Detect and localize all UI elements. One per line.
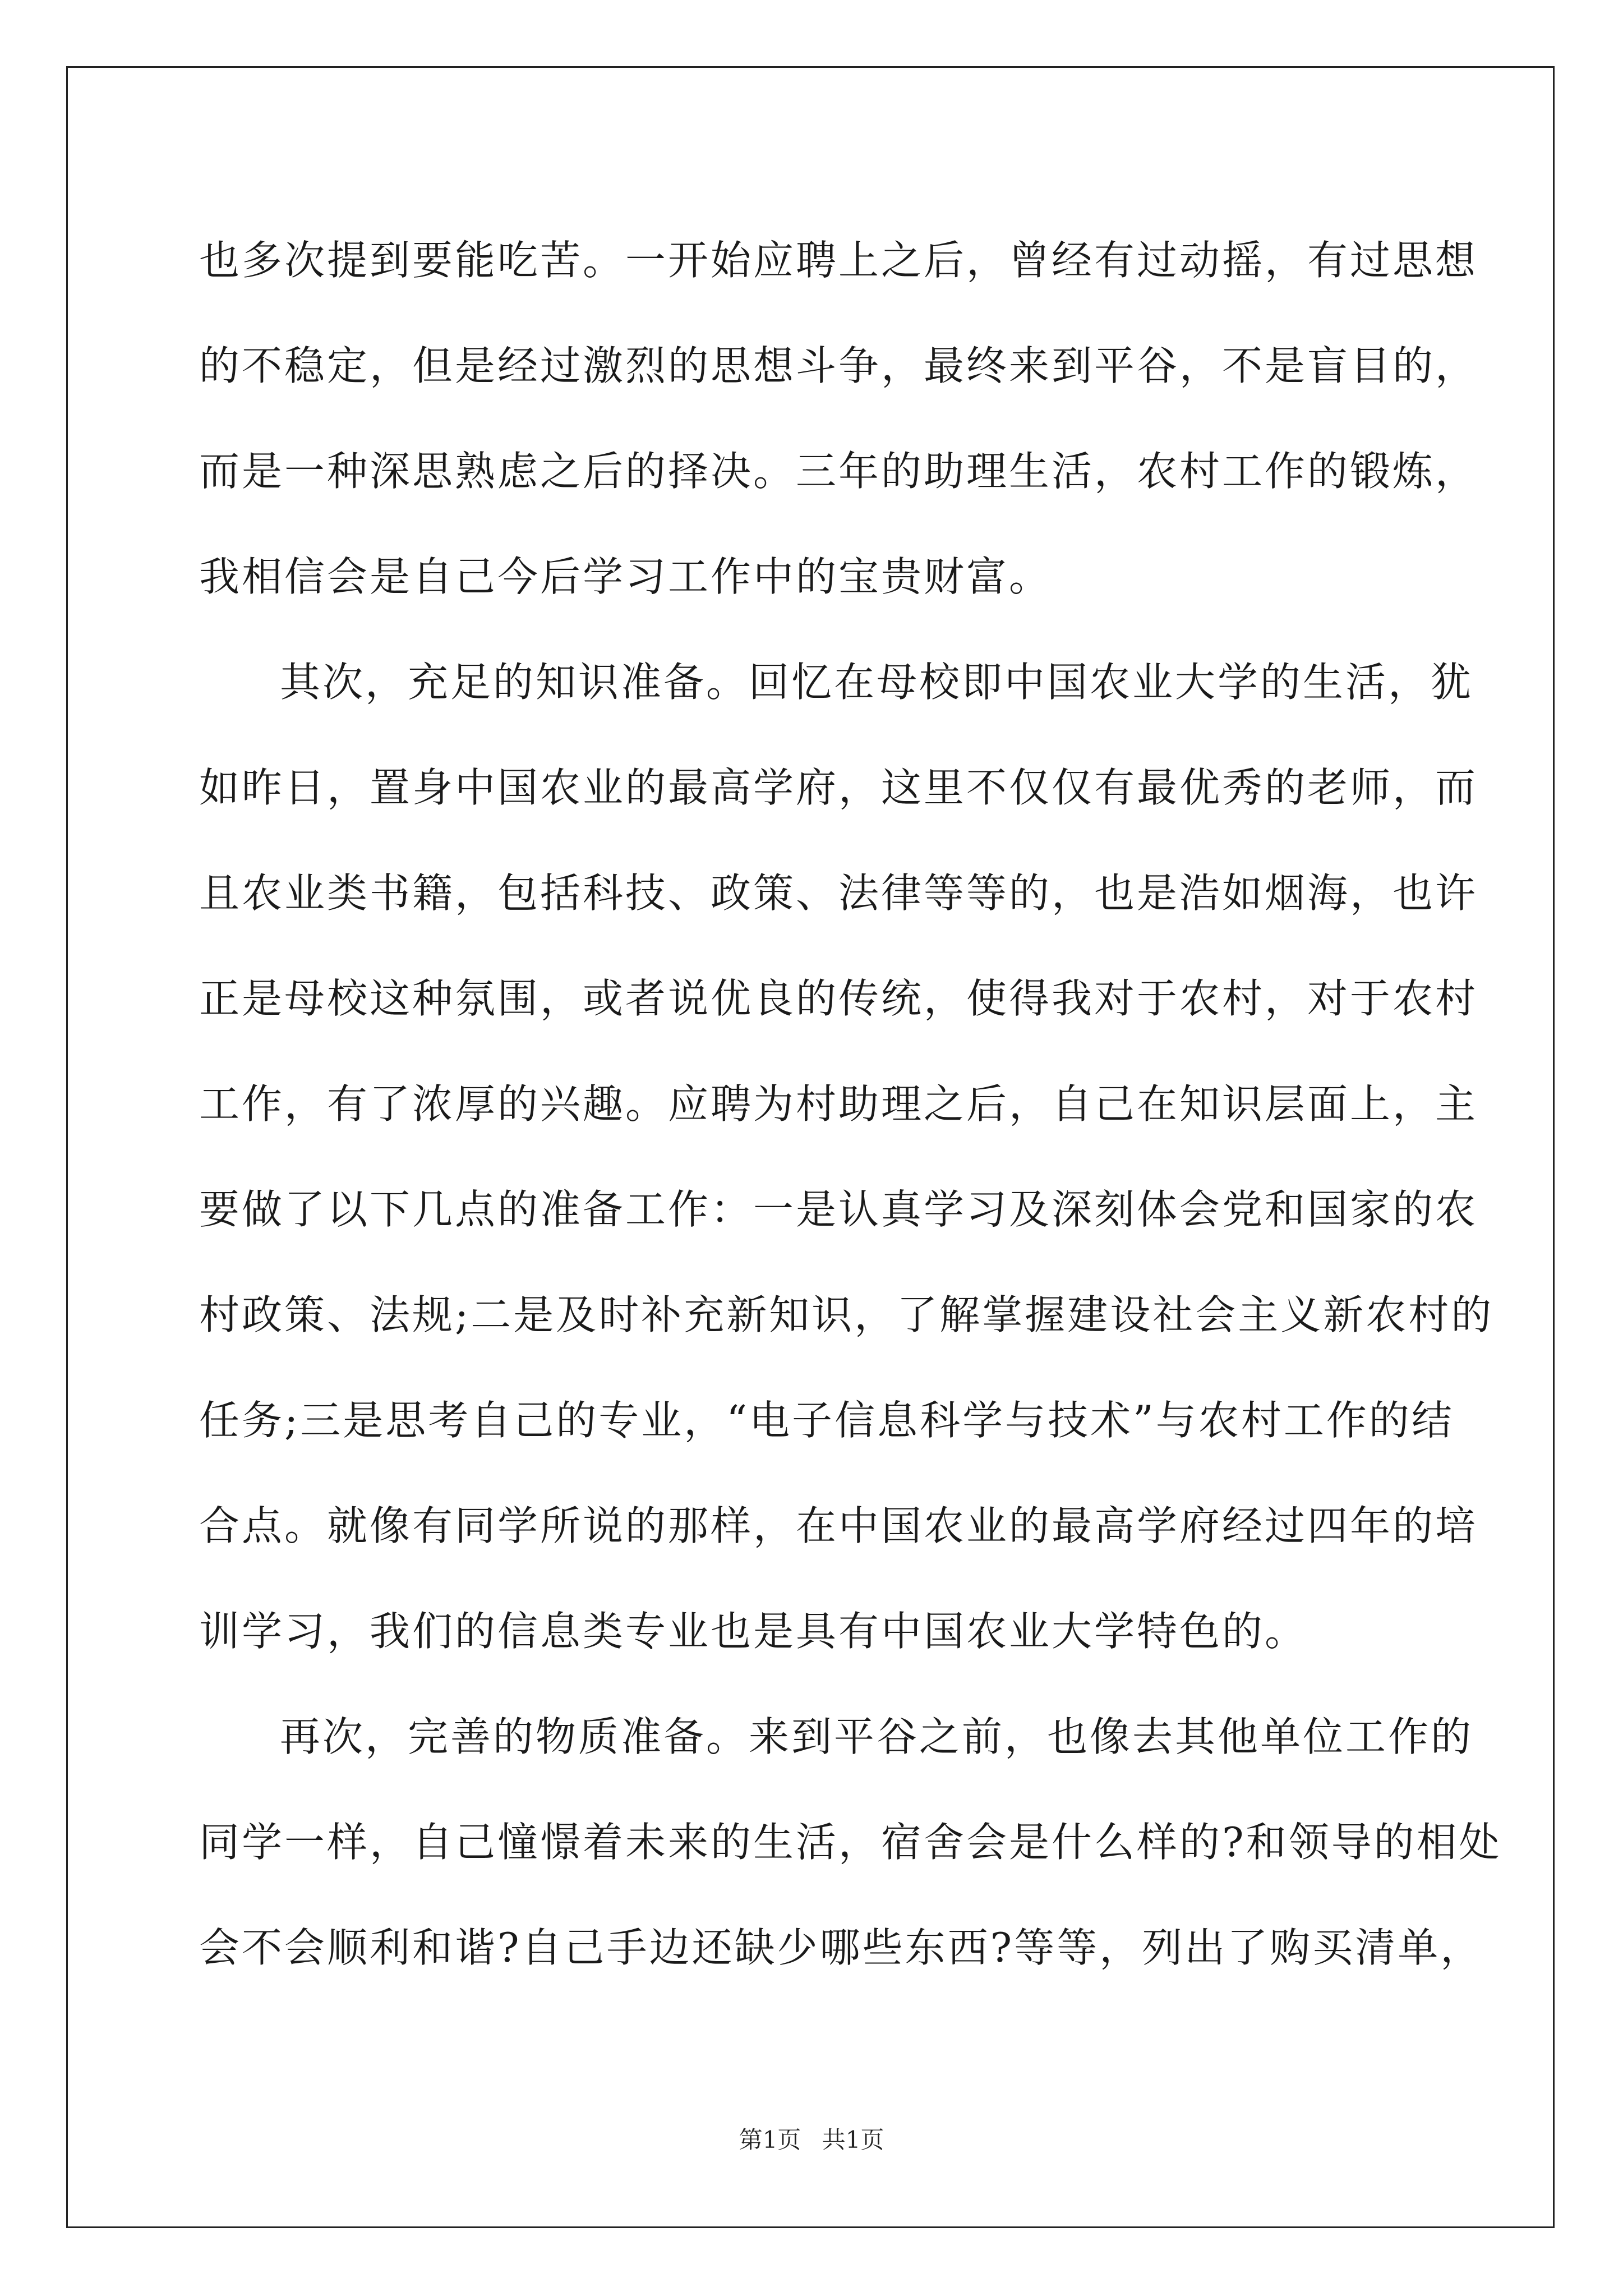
text-line-2: 的不稳定，但是经过激烈的思想斗争，最终来到平谷，不是盲目的，: [199, 342, 1478, 389]
text-line-5: 其次，充足的知识准备。回忆在母校即中国农业大学的生活，犹: [280, 659, 1474, 706]
text-line-10: 要做了以下几点的准备工作：一是认真学习及深刻体会党和国家的农: [199, 1186, 1478, 1233]
text-line-1: 也多次提到要能吃苦。一开始应聘上之后，曾经有过动摇，有过思想: [199, 237, 1478, 284]
text-line-14: 训学习，我们的信息类专业也是具有中国农业大学特色的。: [199, 1608, 1308, 1655]
document-body: [199, 208, 1502, 2000]
text-line-7: 且农业类书籍，包括科技、政策、法律等等的，也是浩如烟海，也许: [199, 869, 1478, 917]
text-line-17: 会不会顺利和谐?自己手边还缺少哪些东西?等等，列出了购买清单，: [199, 1924, 1483, 1971]
text-line-6: 如昨日，置身中国农业的最高学府，这里不仅仅有最优秀的老师，而: [199, 764, 1478, 811]
text-line-15: 再次，完善的物质准备。来到平谷之前，也像去其他单位工作的: [280, 1713, 1474, 1760]
text-line-13: 合点。就像有同学所说的那样，在中国农业的最高学府经过四年的培: [199, 1502, 1478, 1549]
text-line-11: 村政策、法规;二是及时补充新知识，了解掌握建设社会主义新农村的: [199, 1291, 1494, 1338]
text-line-16: 同学一样，自己憧憬着未来的生活，宿舍会是什么样的?和领导的相处: [199, 1819, 1502, 1866]
text-line-12: 任务;三是思考自己的专业，“电子信息科学与技术”与农村工作的结: [199, 1397, 1454, 1444]
text-line-4: 我相信会是自己今后学习工作中的宝贵财富。: [199, 553, 1052, 600]
page-number-current: 第1页: [739, 2126, 801, 2154]
page-number-total: 共1页: [822, 2126, 884, 2154]
text-line-3: 而是一种深思熟虑之后的择决。三年的助理生活，农村工作的锻炼，: [199, 448, 1478, 495]
page-footer: [0, 2123, 1623, 2157]
text-line-9: 工作，有了浓厚的兴趣。应聘为村助理之后，自己在知识层面上，主: [199, 1080, 1478, 1128]
text-line-8: 正是母校这种氛围，或者说优良的传统，使得我对于农村，对于农村: [199, 975, 1478, 1022]
